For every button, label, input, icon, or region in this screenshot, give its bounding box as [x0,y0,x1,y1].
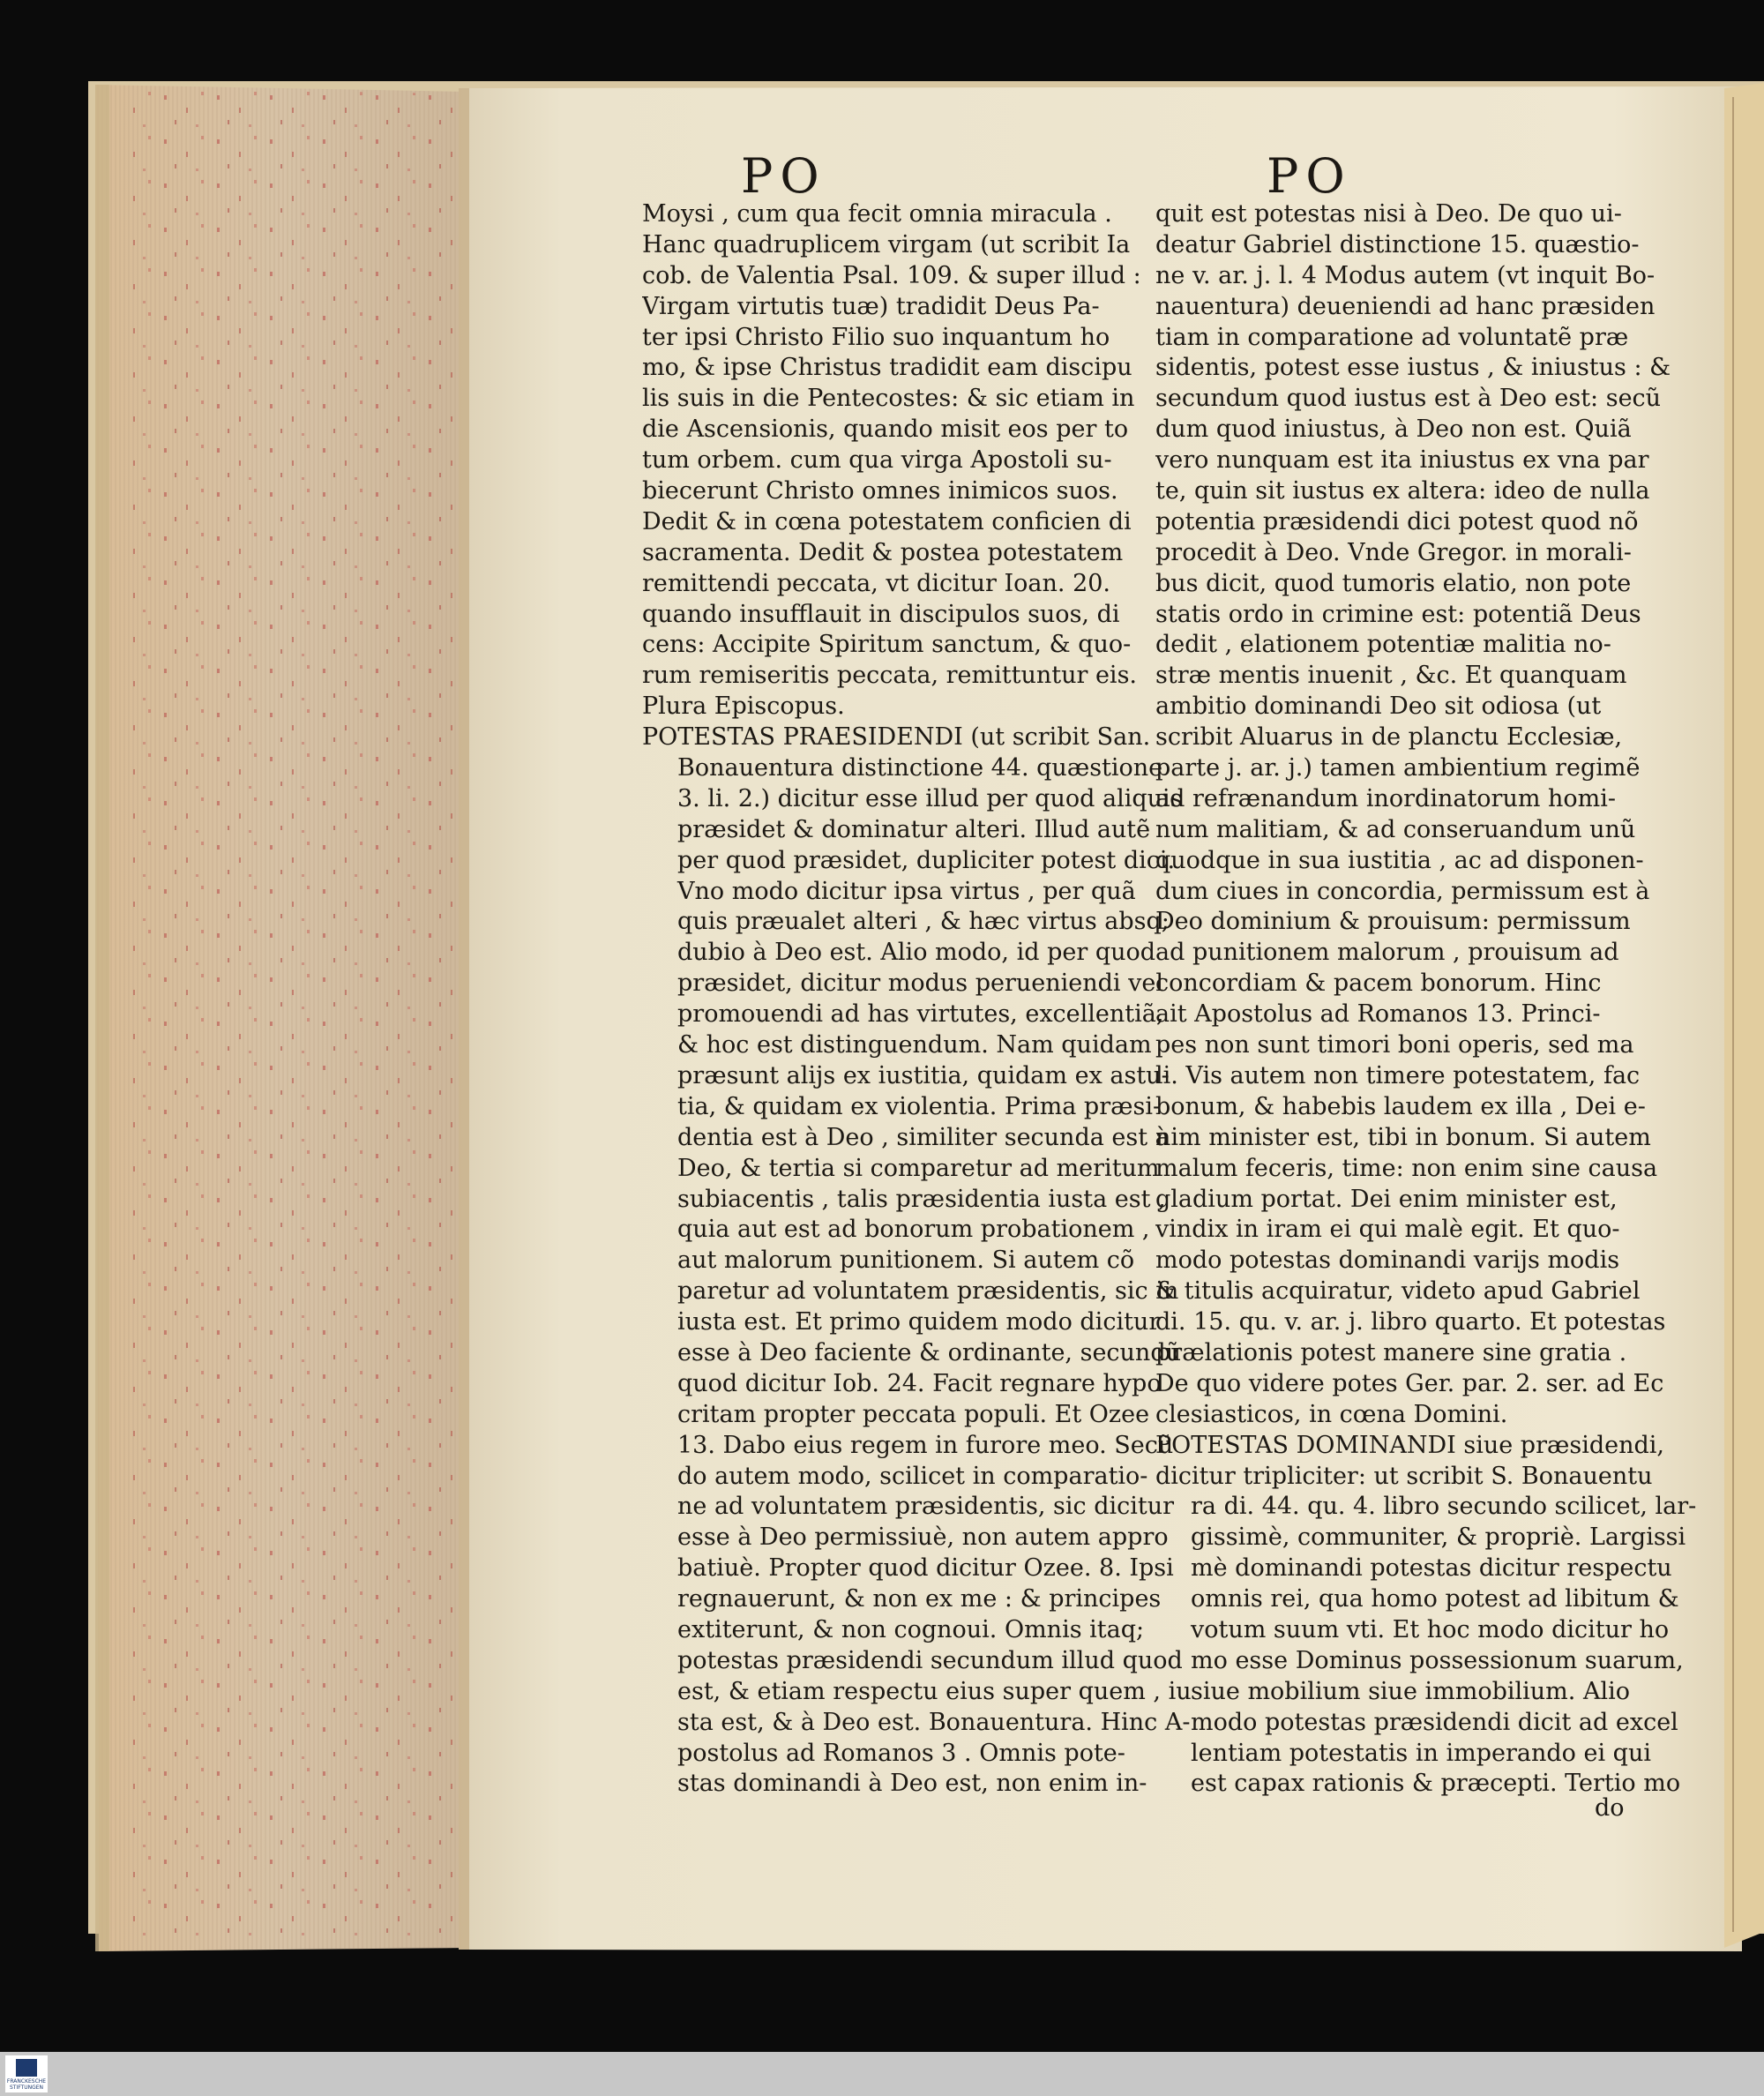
left-column-line: præsunt alijs ex iustitia, quidam ex astu- [677,1061,1170,1089]
left-column-line: regnauerunt, & non ex me : & principes [677,1585,1162,1613]
right-column-line: votum suum vti. Et hoc modo dicitur ho [1191,1615,1670,1643]
left-column-line: tum orbem. cum qua virga Apostoli su- [642,446,1112,475]
library-logo [5,2055,48,2092]
left-column-line: ne ad voluntatem præsidentis, sic dicitur [677,1493,1175,1521]
right-column-line: secundum quod iustus est à Deo est: secũ [1155,385,1662,413]
right-column-line: dum ciues in concordia, permissum est à [1155,877,1650,905]
left-column-line: aut malorum punitionem. Si autem cõ [677,1246,1135,1275]
right-column-line: De quo videre potes Ger. par. 2. ser. ad Ec [1155,1369,1664,1397]
right-text-column [1155,199,1696,1800]
left-column-line: Bonauentura distinctione 44. quæstione [677,754,1163,782]
right-column-line: quodque in sua iustitia , ac ad disponen- [1155,846,1644,874]
right-column-line: ne v. ar. j. l. 4 Modus autem (vt inquit Bo- [1155,261,1656,289]
left-column-line: POTESTAS PRAESIDENDI (ut scribit San. [642,723,1151,752]
right-column-line: stræ mentis inuenit , &c. Et quanquam [1155,662,1627,690]
right-column-line: te, quin sit iustus ex altera: ideo de nulla [1155,477,1650,505]
left-column-line: præsidet, dicitur modus perueniendi vel [677,969,1164,998]
left-column-line: sacramenta. Dedit & postea potestatem [642,538,1124,566]
right-column-line: siue mobilium siue immobilium. Alio [1191,1677,1630,1705]
left-column-line: Dedit & in cœna potestatem conficien di [642,507,1132,535]
left-column-line: mo, & ipse Christus tradidit eam discipu [642,354,1132,382]
left-column-line: Moysi , cum qua fecit omnia miracula . [642,200,1112,228]
right-column-line: Deo dominium & prouisum: permissum [1155,908,1631,936]
right-column-line: ra di. 44. qu. 4. libro secundo scilicet, lar- [1191,1493,1697,1521]
left-column-line: ter ipsi Christo Filio suo inquantum ho [642,323,1110,351]
right-column-line: gissimè, communiter, & propriè. Largissi [1191,1523,1686,1552]
left-column-line: die Ascensionis, quando misit eos per to [642,415,1129,444]
left-column-line: remittendi peccata, vt dicitur Ioan. 20. [642,569,1111,597]
left-column-line: promouendi ad has virtutes, excellentiã, [677,1000,1164,1029]
left-column-line: Plura Episcopus. [642,692,845,721]
right-column-line: nim minister est, tibi in bonum. Si autem [1155,1123,1651,1151]
left-column-line: quod dicitur Iob. 24. Facit regnare hypo [677,1369,1162,1397]
right-column-line: nauentura) deueniendi ad hanc præsiden [1155,292,1656,320]
right-column-line: malum feceris, time: non enim sine causa [1155,1154,1658,1182]
right-column-line: prælationis potest manere sine gratia . [1155,1338,1627,1366]
left-column-line: quis præualet alteri , & hæc virtus absq; [677,908,1170,936]
right-column-line: dedit , elationem potentiæ malitia no- [1155,631,1611,659]
right-column-line: dum quod iniustus, à Deo non est. Quiã [1155,415,1632,444]
left-column-line: esse à Deo faciente & ordinante, secundũ [677,1338,1181,1366]
left-column-line: extiterunt, & non cognoui. Omnis itaq; [677,1615,1145,1643]
right-column-line: li. Vis autem non timere potestatem, fac [1155,1061,1641,1089]
left-column-line: paretur ad voluntatem præsidentis, sic in [677,1277,1179,1306]
right-column-line: vero nunquam est ita iniustus ex vna par [1155,446,1649,475]
left-column-line: sta est, & à Deo est. Bonauentura. Hinc A- [677,1708,1191,1736]
left-column-line: 13. Dabo eius regem in furore meo. Secũ [677,1431,1174,1459]
right-column-line: vindix in iram ei qui malè egit. Et quo- [1155,1216,1620,1244]
left-column-line: critam propter peccata populi. Et Ozee [677,1400,1150,1428]
right-column-line: concordiam & pacem bonorum. Hinc [1155,969,1602,998]
right-column-line: modo potestas præsidendi dicit ad excel [1191,1708,1678,1736]
right-column-line: num malitiam, & ad conseruandum unũ [1155,815,1636,843]
right-column-line: clesiasticos, in cœna Domini. [1155,1400,1508,1428]
left-column-line: cob. de Valentia Psal. 109. & super illud : [642,261,1141,289]
right-column-line: dicitur tripliciter: ut scribit S. Bonauentu [1155,1462,1653,1490]
left-column-line: præsidet & dominatur alteri. Illud autẽ [677,815,1151,843]
left-column-header: PO [741,148,826,204]
right-column-line: mè dominandi potestas dicitur respectu [1191,1554,1672,1583]
left-column-line: biecerunt Christo omnes inimicos suos. [642,477,1118,505]
left-column-line: Deo, & tertia si comparetur ad meritum [677,1154,1160,1182]
right-column-line: POTESTAS DOMINANDI siue præsidendi, [1155,1431,1665,1459]
left-column-line: cens: Accipite Spiritum sanctum, & quo- [642,631,1132,659]
right-column-line: procedit à Deo. Vnde Gregor. in morali- [1155,538,1632,566]
left-column-line: Virgam virtutis tuæ) tradidit Deus Pa- [642,292,1100,320]
right-column-line: lentiam potestatis in imperando ei qui [1191,1739,1651,1767]
left-column-line: subiacentis , talis præsidentia iusta est , [677,1185,1166,1213]
left-column-line: est, & etiam respectu eius super quem , iu [677,1677,1192,1705]
left-column-line: & hoc est distinguendum. Nam quidam [677,1031,1152,1059]
right-column-line: ait Apostolus ad Romanos 13. Princi- [1155,1000,1601,1029]
right-column-line: di. 15. qu. v. ar. j. libro quarto. Et potestas [1155,1308,1666,1336]
left-column-line: Hanc quadruplicem virgam (ut scribit Ia [642,230,1131,258]
right-column-line: statis ordo in crimine est: potentiã Deus [1155,600,1641,628]
footer-bar [0,2052,1764,2096]
right-column-line: ambitio dominandi Deo sit odiosa (ut [1155,692,1602,721]
left-column-line: Vno modo dicitur ipsa virtus , per quã [677,877,1136,905]
left-column-line: 3. li. 2.) dicitur esse illud per quod aliquis [677,784,1183,812]
left-column-line: quando insufflauit in discipulos suos, di [642,600,1120,628]
left-column-line: batiuè. Propter quod dicitur Ozee. 8. Ipsi [677,1554,1174,1583]
left-column-line: postolus ad Romanos 3 . Omnis pote- [677,1739,1125,1767]
right-column-line: quit est potestas nisi à Deo. De quo ui- [1155,200,1622,228]
left-column-line: esse à Deo permissiuè, non autem appro [677,1523,1169,1552]
right-column-line: mo esse Dominus possessionum suarum, [1191,1646,1684,1674]
right-column-header: PO [1267,148,1352,204]
left-column-line: lis suis in die Pentecostes: & sic etiam in [642,385,1135,413]
right-column-line: gladium portat. Dei enim minister est, [1155,1185,1618,1213]
left-column-line: iusta est. Et primo quidem modo dicitur [677,1308,1161,1336]
right-column-line: deatur Gabriel distinctione 15. quæstio- [1155,230,1640,258]
catchword: do [1595,1794,1625,1822]
left-column-line: dentia est à Deo , similiter secunda est à [677,1123,1170,1151]
left-column-line: quia aut est ad bonorum probationem , [677,1216,1150,1244]
left-column-line: potestas præsidendi secundum illud quod [677,1646,1183,1674]
right-column-line: omnis rei, qua homo potest ad libitum & [1191,1585,1679,1613]
right-column-line: sidentis, potest esse iustus , & iniustus : & [1155,354,1671,382]
library-logo-text: FRANCKESCHE STIFTUNGEN [6,2078,47,2091]
right-column-line: pes non sunt timori boni operis, sed ma [1155,1031,1634,1059]
left-column-line: do autem modo, scilicet in comparatio- [677,1462,1148,1490]
building-icon [16,2059,37,2077]
left-column-line: stas dominandi à Deo est, non enim in- [677,1770,1147,1798]
left-text-column [642,199,1192,1800]
right-column-line: parte j. ar. j.) tamen ambientium regimẽ [1155,754,1641,782]
left-column-line: rum remiseritis peccata, remittuntur eis. [642,662,1138,690]
right-column-line: bus dicit, quod tumoris elatio, non pote [1155,569,1632,597]
left-column-line: dubio à Deo est. Alio modo, id per quod [677,939,1156,967]
right-column-line: bonum, & habebis laudem ex illa , Dei e- [1155,1092,1646,1120]
right-column-line: scribit Aluarus in de planctu Ecclesiæ, [1155,723,1623,752]
right-column-line: tiam in comparatione ad voluntatẽ præ [1155,323,1629,351]
right-column-line: potentia præsidendi dici potest quod nõ [1155,507,1639,535]
right-column-line: modo potestas dominandi varijs modis [1155,1246,1620,1275]
left-column-line: tia, & quidam ex violentia. Prima præsi- [677,1092,1162,1120]
left-column-line: per quod præsidet, dupliciter potest dici. [677,846,1176,874]
right-column-line: ad refrænandum inordinatorum homi- [1155,784,1617,812]
right-column-line: est capax rationis & præcepti. Tertio mo [1191,1770,1681,1798]
right-column-line: & titulis acquiratur, videto apud Gabriel [1155,1277,1641,1306]
right-column-line: ad punitionem malorum , prouisum ad [1155,939,1619,967]
